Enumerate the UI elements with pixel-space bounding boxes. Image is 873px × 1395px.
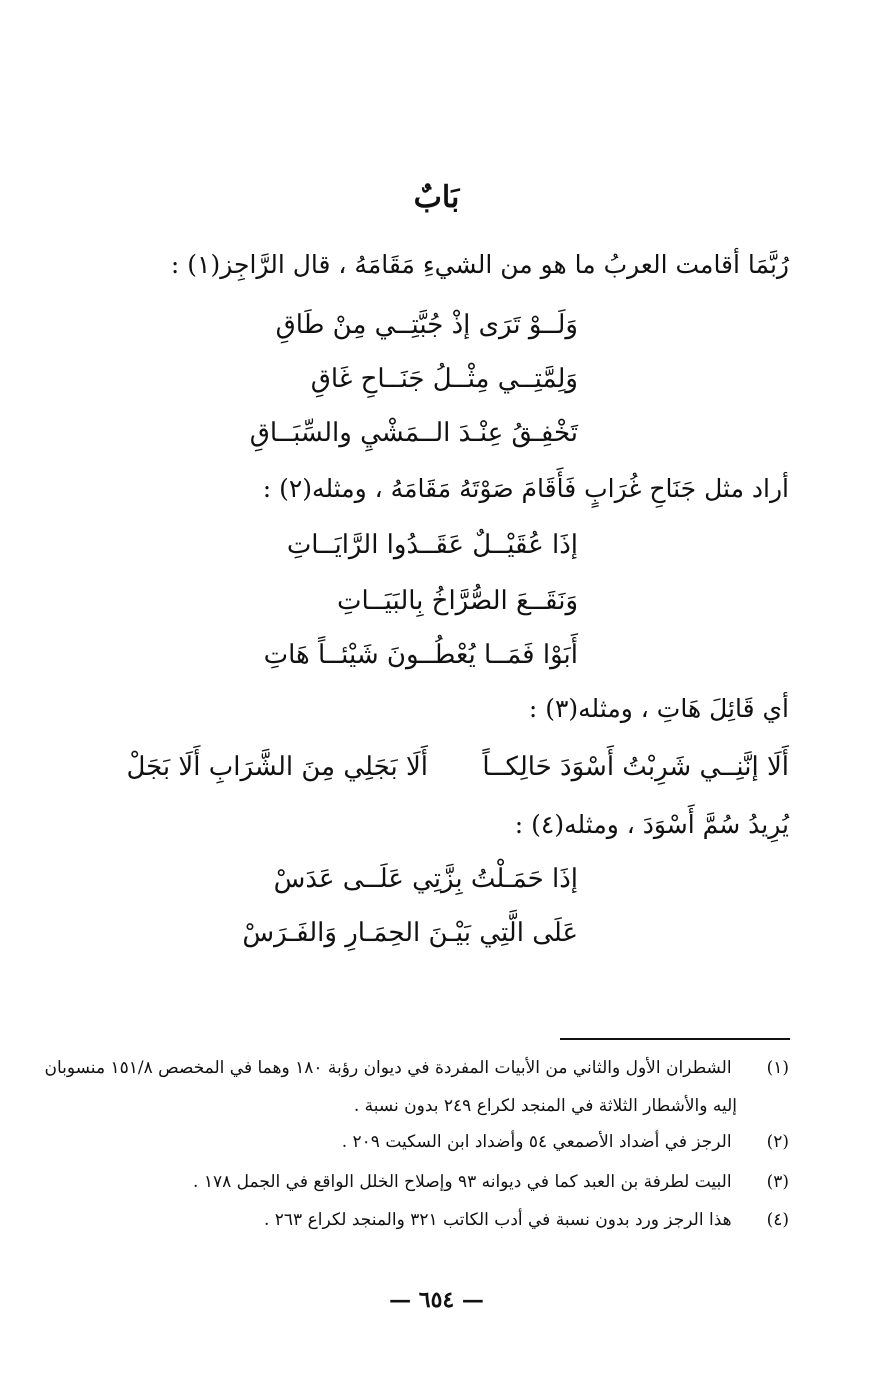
- intro-paragraph: رُبَّمَا أقامت العربُ ما هو من الشيءِ مَقَامَهُ ، قال الرَّاجِز(١) :: [170, 250, 789, 279]
- explanation-paragraph: أراد مثل جَنَاحِ غُرَابٍ فَأَقَامَ صَوْتَهُ مَقَامَهُ ، ومثله(٢) :: [262, 474, 789, 503]
- footnote-number: (٣): [766, 1172, 789, 1192]
- explanation-paragraph: يُرِيدُ سُمَّ أَسْوَدَ ، ومثله(٤) :: [514, 810, 789, 839]
- footnote-text: الشطران الأول والثاني من الأبيات المفردة في ديوان رؤبة ١٨٠ وهما في المخصص ١٥١/٨ منسوبان: [44, 1058, 732, 1078]
- couplet-second-hemistich: أَلَا بَجَلِي مِنَ الشَّرَابِ أَلَا بَجَلْ: [126, 752, 428, 782]
- footnote-number: (١): [766, 1058, 789, 1078]
- footnote-text: هذا الرجز ورد بدون نسبة في أدب الكاتب ٣٢١ والمنجد لكراع ٢٦٣ .: [263, 1210, 732, 1230]
- verse-line: وَنَقَــعَ الصُّرَّاخُ بِالبَيَــاتِ: [337, 586, 578, 616]
- footnote: [44, 1058, 789, 1078]
- footnote-divider: [560, 1038, 790, 1040]
- verse-line: إذَا حَمَـلْتُ بِزَّتِي عَلَــى عَدَسْ: [273, 864, 578, 894]
- verse-line: تَخْفِـقُ عِنْـدَ الــمَشْيِ والسِّبَــاقِ: [249, 418, 578, 448]
- explanation-paragraph: أي قَائِلَ هَاتِ ، ومثله(٣) :: [528, 694, 789, 723]
- verse-line: عَلَى الَّتِي بَيْـنَ الحِمَـارِ وَالفَـرَسْ: [242, 918, 578, 948]
- couplet-first-hemistich: أَلَا إنَّنِــي شَرِبْتُ أَسْوَدَ حَالِكــاً: [482, 752, 789, 782]
- footnote-continuation: إليه والأشطار الثلاثة في المنجد لكراع ٢٤٩ بدون نسبة .: [353, 1096, 737, 1116]
- footnote: [193, 1172, 789, 1192]
- footnote: [342, 1132, 789, 1152]
- footnote: [264, 1210, 789, 1230]
- footnote-text: البيت لطرفة بن العبد كما في ديوانه ٩٣ وإصلاح الخلل الواقع في الجمل ١٧٨ .: [193, 1172, 732, 1192]
- verse-line: وَلِمَّتِــي مِثْــلُ جَنَــاحِ غَاقِ: [310, 364, 578, 394]
- chapter-title: بَابٌ: [413, 180, 460, 215]
- footnote-number: (٤): [766, 1210, 789, 1230]
- page-number: — ٦٥٤ —: [389, 1287, 484, 1313]
- verse-line: أَبَوْا فَمَــا يُعْطُــونَ شَيْئــاً هَاتِ: [263, 640, 578, 670]
- footnote-text: الرجز في أضداد الأصمعي ٥٤ وأضداد ابن السكيت ٢٠٩ .: [341, 1132, 732, 1152]
- verse-line: وَلَــوْ تَرَى إذْ جُبَّتِــي مِنْ طَاقِ: [275, 310, 578, 340]
- footnote-number: (٢): [766, 1132, 789, 1152]
- verse-line: إذَا عُقَيْــلٌ عَقَــدُوا الرَّايَــاتِ: [286, 530, 578, 560]
